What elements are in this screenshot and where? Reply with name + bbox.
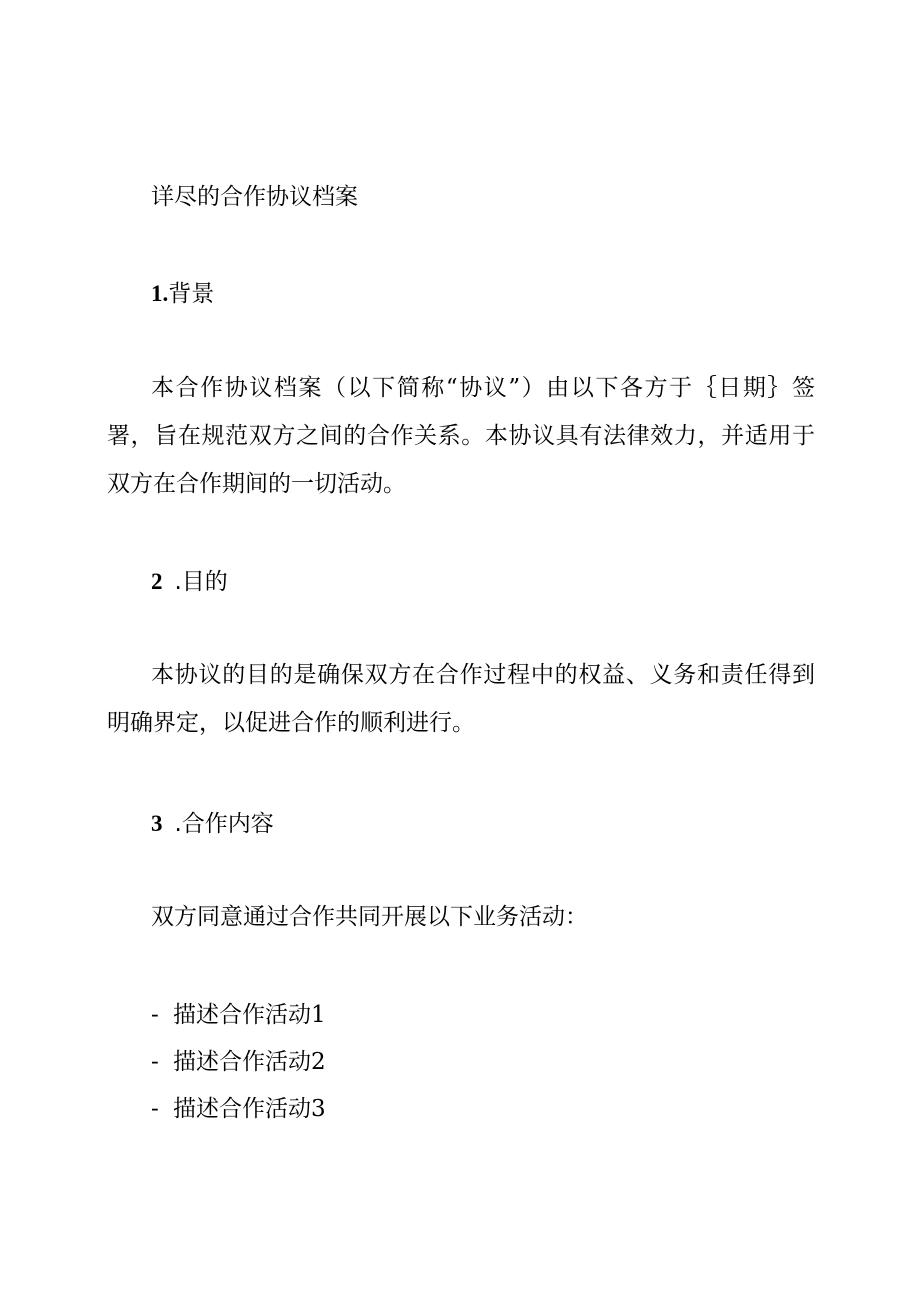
activity-list [151, 992, 326, 1133]
section-number: 3 [151, 811, 163, 836]
purpose-paragraph: 本协议的目的是确保双方在合作过程中的权益、义务和责任得到明确界定，以促进合作的顺利进行。 [107, 662, 815, 736]
activity-text: 描述合作活动2 [173, 1049, 326, 1075]
activity-text: 描述合作活动1 [173, 1002, 326, 1028]
document-title: 详尽的合作协议档案 [151, 184, 358, 210]
section-heading-background [151, 282, 214, 306]
section-title: .目的 [174, 569, 228, 595]
background-paragraph: 本合作协议档案（以下简称“协议”）由以下各方于｛日期｝签署，旨在规范双方之间的合作关系。本协议具有法律效力，并适用于双方在合作期间的一切活动。 [107, 375, 815, 497]
list-marker: - [151, 1049, 159, 1075]
list-item [151, 1039, 326, 1086]
section-number: 1. [151, 281, 169, 306]
section-title: .合作内容 [174, 811, 274, 837]
cooperation-intro-paragraph: 双方同意通过合作共同开展以下业务活动： [151, 904, 588, 930]
section-heading-purpose [151, 570, 228, 594]
section-heading-cooperation-content [151, 812, 274, 836]
list-item [151, 1086, 326, 1133]
activity-text: 描述合作活动3 [173, 1096, 326, 1122]
section-number: 2 [151, 569, 163, 594]
list-marker: - [151, 1096, 159, 1122]
section-title: 背景 [168, 281, 215, 307]
list-item [151, 992, 326, 1039]
list-marker: - [151, 1002, 159, 1028]
